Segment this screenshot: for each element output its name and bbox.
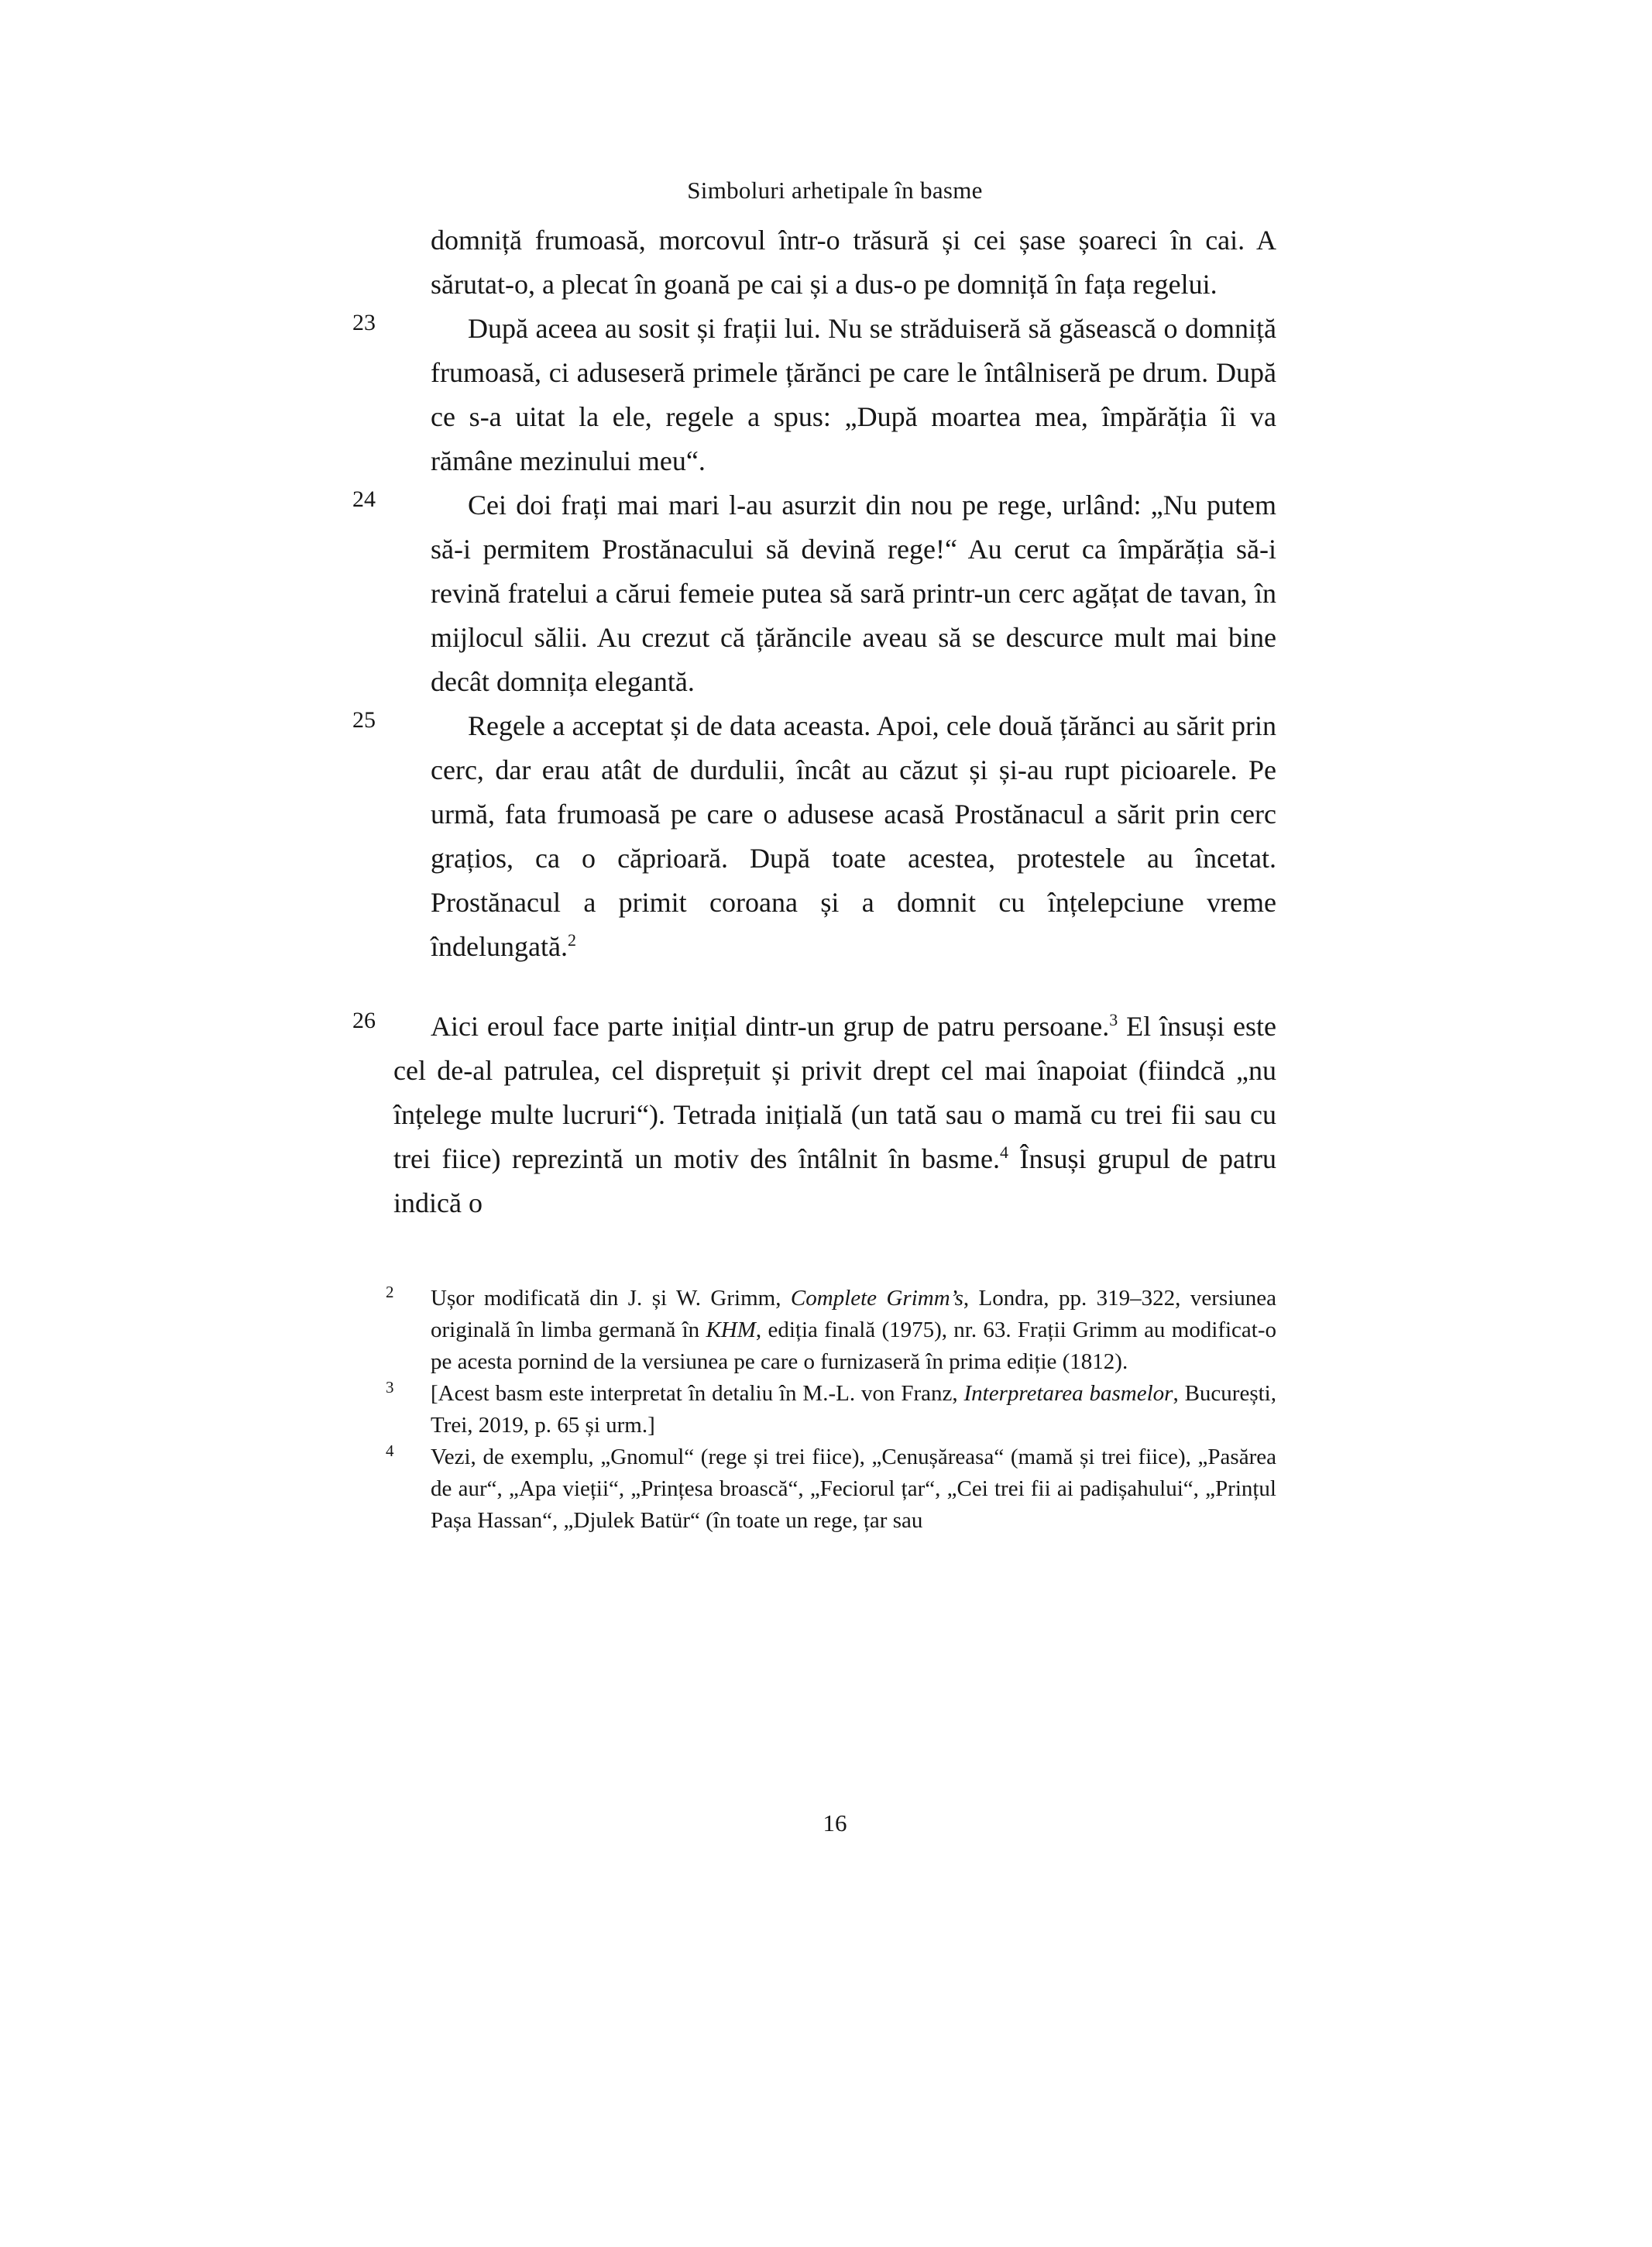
footnote-text: [431, 1381, 1276, 1438]
cited-title: Complete Grimm’s: [790, 1286, 963, 1311]
story-paragraph: [352, 483, 1276, 704]
paragraph-number: 25: [352, 707, 376, 733]
paragraph-text: Cei doi frați mai mari l-au asurzit din nou pe rege, urlând: „Nu putem să-i permitem Prostănacului să devină rege!“ Au cerut ca împărăția să-i revină fratelui a cărui femeie putea să sară printr-un cerc agățat de tavan, în mijlocul sălii. Au crezut că țărăncile aveau să se descurce mult mai bine decât domnița elegantă.: [431, 490, 1276, 697]
footnote-ref: 4: [999, 1142, 1008, 1162]
paragraph-number: 23: [352, 310, 376, 335]
paragraph-text: domniță frumoasă, morcovul într-o trăsură și cei șase șoareci în cai. A sărutat-o, a plecat în goană pe cai și a dus-o pe domniță în fața regelui.: [431, 225, 1276, 300]
footnote-ref: 2: [567, 930, 576, 950]
page-number: 16: [823, 1809, 847, 1836]
paragraph-number: 26: [352, 1008, 376, 1033]
footnote: [386, 1378, 1276, 1441]
cited-title: KHM: [706, 1318, 756, 1342]
footnote-text-segment: , Londra, pp. 319–322, versiunea originală în limba germană în: [431, 1286, 1276, 1342]
paragraph-text: Însuși grupul de patru indică o: [393, 1143, 1276, 1218]
footnotes-section: [386, 1283, 1277, 1537]
footnote-number: 4: [386, 1441, 394, 1460]
footnote-text: [431, 1445, 1276, 1533]
story-paragraph: [352, 307, 1276, 483]
body-paragraph: [352, 1005, 1277, 1225]
footnote: [386, 1283, 1277, 1378]
footnote-text-segment: , ediția finală (1975), nr. 63. Frații Grimm au modificat-o pe acesta pornind de la versiunea pe care o furnizaseră în prima ediție (1812).: [431, 1318, 1277, 1374]
footnote-number: 2: [386, 1283, 394, 1301]
running-title: Simboluri arhetipale în basme: [687, 177, 983, 204]
footnote-text-segment: , București, Trei, 2019, p. 65 și urm.]: [431, 1381, 1276, 1438]
footnote-text-segment: Ușor modificată din J. și W. Grimm,: [431, 1286, 791, 1311]
cited-title: Interpretarea basmelor: [963, 1381, 1173, 1406]
paragraph-text: Aici eroul face parte inițial dintr-un grup de patru persoane.: [431, 1011, 1110, 1042]
story-paragraph: [431, 218, 1276, 307]
footnote-number: 3: [386, 1378, 394, 1397]
footnote: [386, 1441, 1276, 1537]
footnote-ref: 3: [1109, 1010, 1118, 1029]
story-paragraph: [352, 704, 1276, 969]
page-body: [352, 218, 1277, 1537]
footnote-text-segment: [Acest basm este interpretat în detaliu în M.-L. von Franz,: [431, 1381, 964, 1406]
paragraph-text: După aceea au sosit și frații lui. Nu se străduiseră să găsească o domniță frumoasă, ci aduseseră primele țărănci pe care le întâlniseră pe drum. După ce s-a uitat la ele, regele a spus: „După moartea mea, împărăția îi va rămâne mezinului meu“.: [431, 313, 1276, 476]
story-quote-block: [352, 218, 1276, 969]
paragraph-text: El însuși este cel de-al patrulea, cel disprețuit și privit drept cel mai înapoiat (fiindcă „nu înțelege multe lucruri“). Tetrada inițială (un tată sau o mamă cu trei fii sau cu trei fiice) reprezintă un motiv des întâlnit în basme.: [393, 1011, 1277, 1174]
footnote-text: [431, 1286, 1276, 1374]
footnote-text-segment: Vezi, de exemplu, „Gnomul“ (rege și trei fiice), „Cenușăreasa“ (mamă și trei fiice), „Pasărea de aur“, „Apa vieții“, „Prințesa broască“, „Feciorul țar“, „Cei trei fii ai padișahului“, „Prințul Pașa Hassan“, „Djulek Batür“ (în toate un rege, țar sau: [431, 1445, 1276, 1533]
paragraph-number: 24: [352, 486, 376, 512]
paragraph-text: Regele a acceptat și de data aceasta. Apoi, cele două țărănci au sărit prin cerc, dar erau atât de durdulii, încât au căzut și și-au rupt picioarele. Pe urmă, fata frumoasă pe care o adusese acasă Prostănacul a sărit prin cerc grațios, ca o căprioară. După toate acestea, protestele au încetat. Prostănacul a primit coroana și a domnit cu înțelepciune vreme îndelungată.: [431, 710, 1276, 962]
